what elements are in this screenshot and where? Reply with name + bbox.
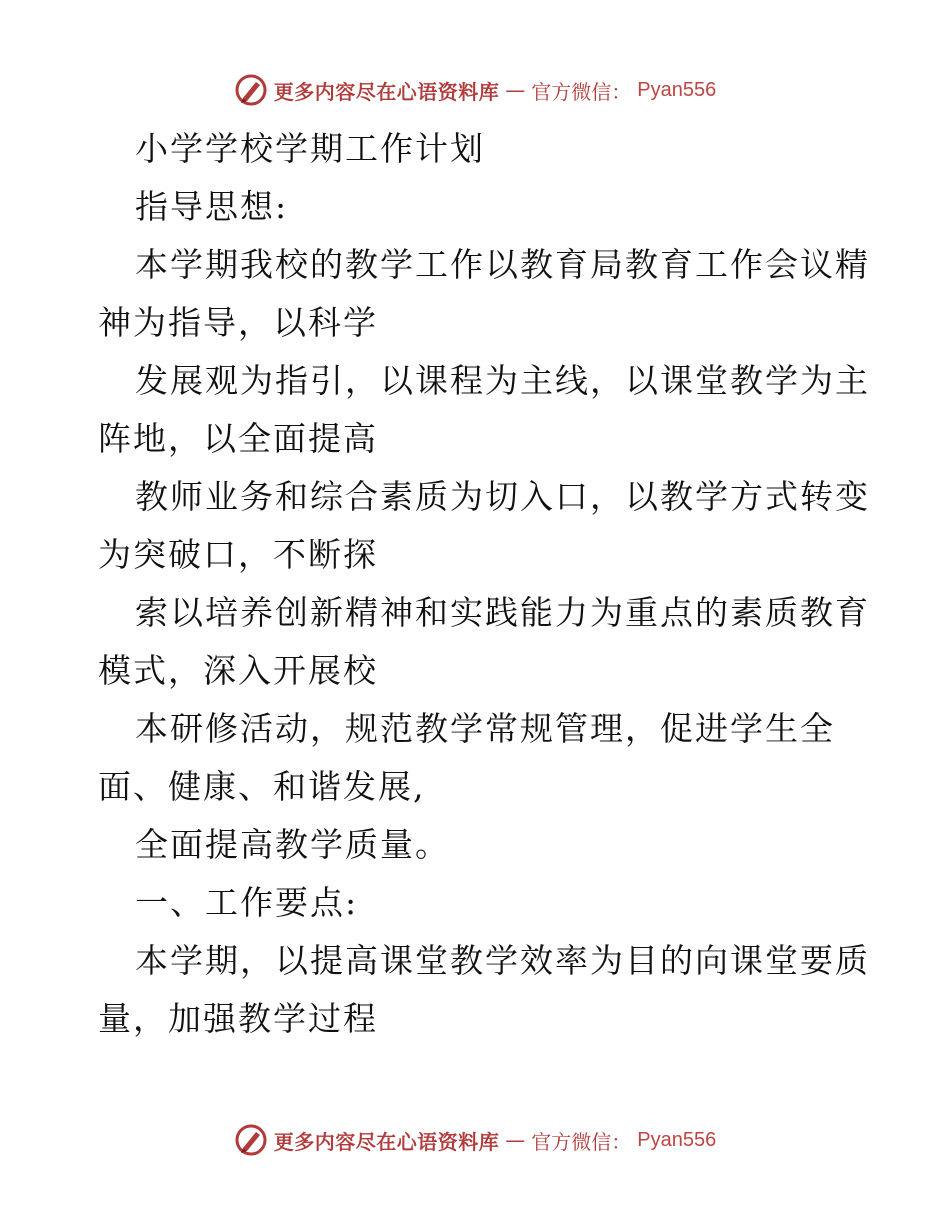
document-line: 为突破口，不断探 [98, 535, 378, 574]
document-line: 全面提高教学质量。 [135, 825, 450, 864]
banner-text: 更多内容尽在心语资料库 [273, 79, 500, 104]
banner-wechat-id: Pyan556 [637, 1128, 717, 1151]
document-line: 小学学校学期工作计划 [135, 129, 485, 168]
banner-dash: — [505, 1128, 526, 1152]
document-body [98, 120, 870, 1048]
document-line: 本学期，以提高课堂教学效率为目的向课堂要质 [135, 941, 870, 980]
banner-dash: — [505, 78, 526, 102]
document-line: 一、工作要点: [135, 883, 359, 922]
banner-wechat-label: 官方微信： [531, 1129, 632, 1154]
document-line: 阵地，以全面提高 [98, 419, 378, 458]
pen-logo-icon [234, 1123, 268, 1157]
banner-wechat-label: 官方微信： [531, 79, 632, 104]
document-line: 本研修活动，规范教学常规管理，促进学生全 [135, 709, 835, 748]
footer-banner [0, 1120, 950, 1160]
document-line: 本学期我校的教学工作以教育局教育工作会议精 [135, 245, 870, 284]
banner-wechat-id: Pyan556 [637, 78, 717, 101]
document-line: 教师业务和综合素质为切入口，以教学方式转变 [135, 477, 870, 516]
document-line: 神为指导，以科学 [98, 303, 378, 342]
document-line: 面、健康、和谐发展, [98, 767, 426, 806]
document-line: 指导思想: [135, 187, 289, 226]
document-line: 发展观为指引，以课程为主线，以课堂教学为主 [135, 361, 870, 400]
document-line: 模式，深入开展校 [98, 651, 378, 690]
pen-logo-icon [234, 73, 268, 107]
document-line: 量，加强教学过程 [98, 999, 378, 1038]
banner-text: 更多内容尽在心语资料库 [273, 1129, 500, 1154]
header-banner [0, 70, 950, 110]
document-line: 索以培养创新精神和实践能力为重点的素质教育 [135, 593, 870, 632]
